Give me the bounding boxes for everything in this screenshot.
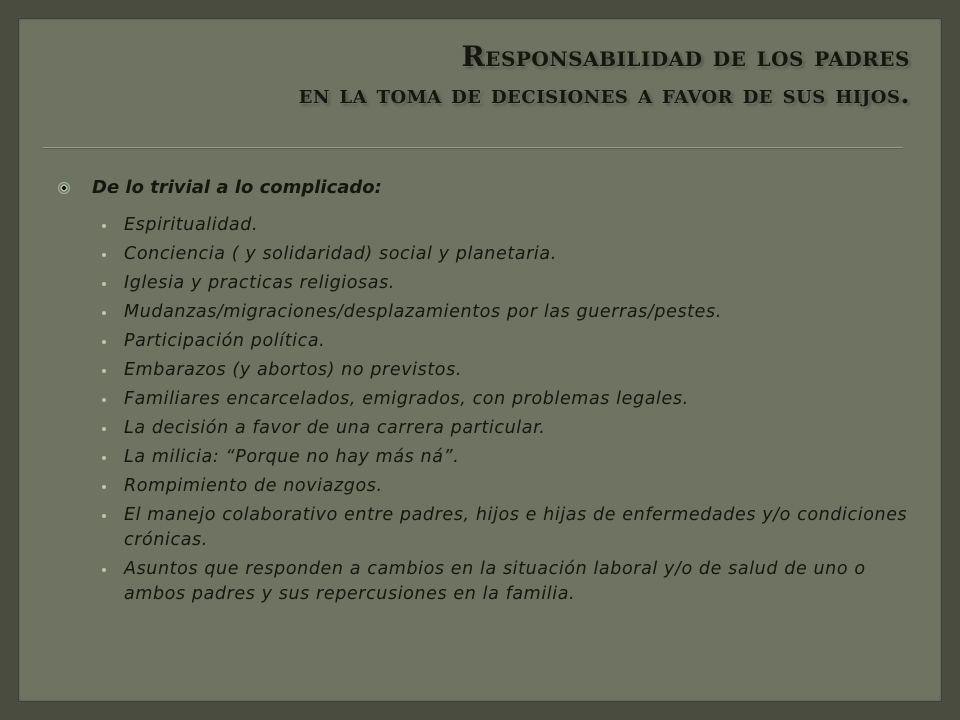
list-item-text: Conciencia ( y solidaridad) social y planetaria. [124, 244, 557, 264]
slide-content [58, 175, 918, 611]
list-item [102, 474, 918, 499]
slide-title [90, 38, 910, 114]
list-item [102, 387, 918, 412]
dot-bullet-icon [102, 427, 106, 431]
list-item-text: Espiritualidad. [124, 215, 259, 235]
sub-bullet-list [58, 213, 918, 607]
dot-bullet-icon [102, 253, 106, 257]
dot-bullet-icon [102, 282, 106, 286]
list-item [102, 445, 918, 470]
circle-bullet-icon [58, 182, 70, 194]
list-item-text: Rompimiento de noviazgos. [124, 476, 383, 496]
list-item-text: Iglesia y practicas religiosas. [124, 273, 395, 293]
dot-bullet-icon [102, 398, 106, 402]
dot-bullet-icon [102, 369, 106, 373]
list-item-text: Mudanzas/migraciones/desplazamientos por las guerras/pestes. [124, 302, 722, 322]
list-item [102, 300, 918, 325]
list-item [102, 329, 918, 354]
dot-bullet-icon [102, 340, 106, 344]
list-item [102, 416, 918, 441]
title-line-2: en la toma de decisiones a favor de sus hijos. [298, 80, 910, 110]
list-item-text: Asuntos que responden a cambios en la situación laboral y/o de salud de uno o ambos padres y sus repercusiones en la familia. [124, 559, 866, 604]
list-item [102, 557, 918, 607]
dot-bullet-icon [102, 311, 106, 315]
list-item [102, 213, 918, 238]
bullet-heading [58, 175, 918, 201]
title-divider [43, 147, 903, 149]
list-item-text: La decisión a favor de una carrera particular. [124, 418, 546, 438]
list-item [102, 242, 918, 267]
list-item-text: Embarazos (y abortos) no previstos. [124, 360, 462, 380]
title-line-1: Responsabilidad de los padres [461, 40, 910, 73]
list-item-text: Familiares encarcelados, emigrados, con problemas legales. [124, 389, 689, 409]
bullet-heading-text: De lo trivial a lo complicado: [92, 177, 382, 198]
dot-bullet-icon [102, 456, 106, 460]
list-item-text: La milicia: “Porque no hay más ná”. [124, 447, 460, 467]
list-item-text: Participación política. [124, 331, 326, 351]
dot-bullet-icon [102, 514, 106, 518]
list-item-text: El manejo colaborativo entre padres, hijos e hijas de enfermedades y/o condiciones crónicas. [124, 505, 908, 550]
list-item [102, 271, 918, 296]
list-item [102, 358, 918, 383]
dot-bullet-icon [102, 568, 106, 572]
dot-bullet-icon [102, 485, 106, 489]
list-item [102, 503, 918, 553]
dot-bullet-icon [102, 224, 106, 228]
